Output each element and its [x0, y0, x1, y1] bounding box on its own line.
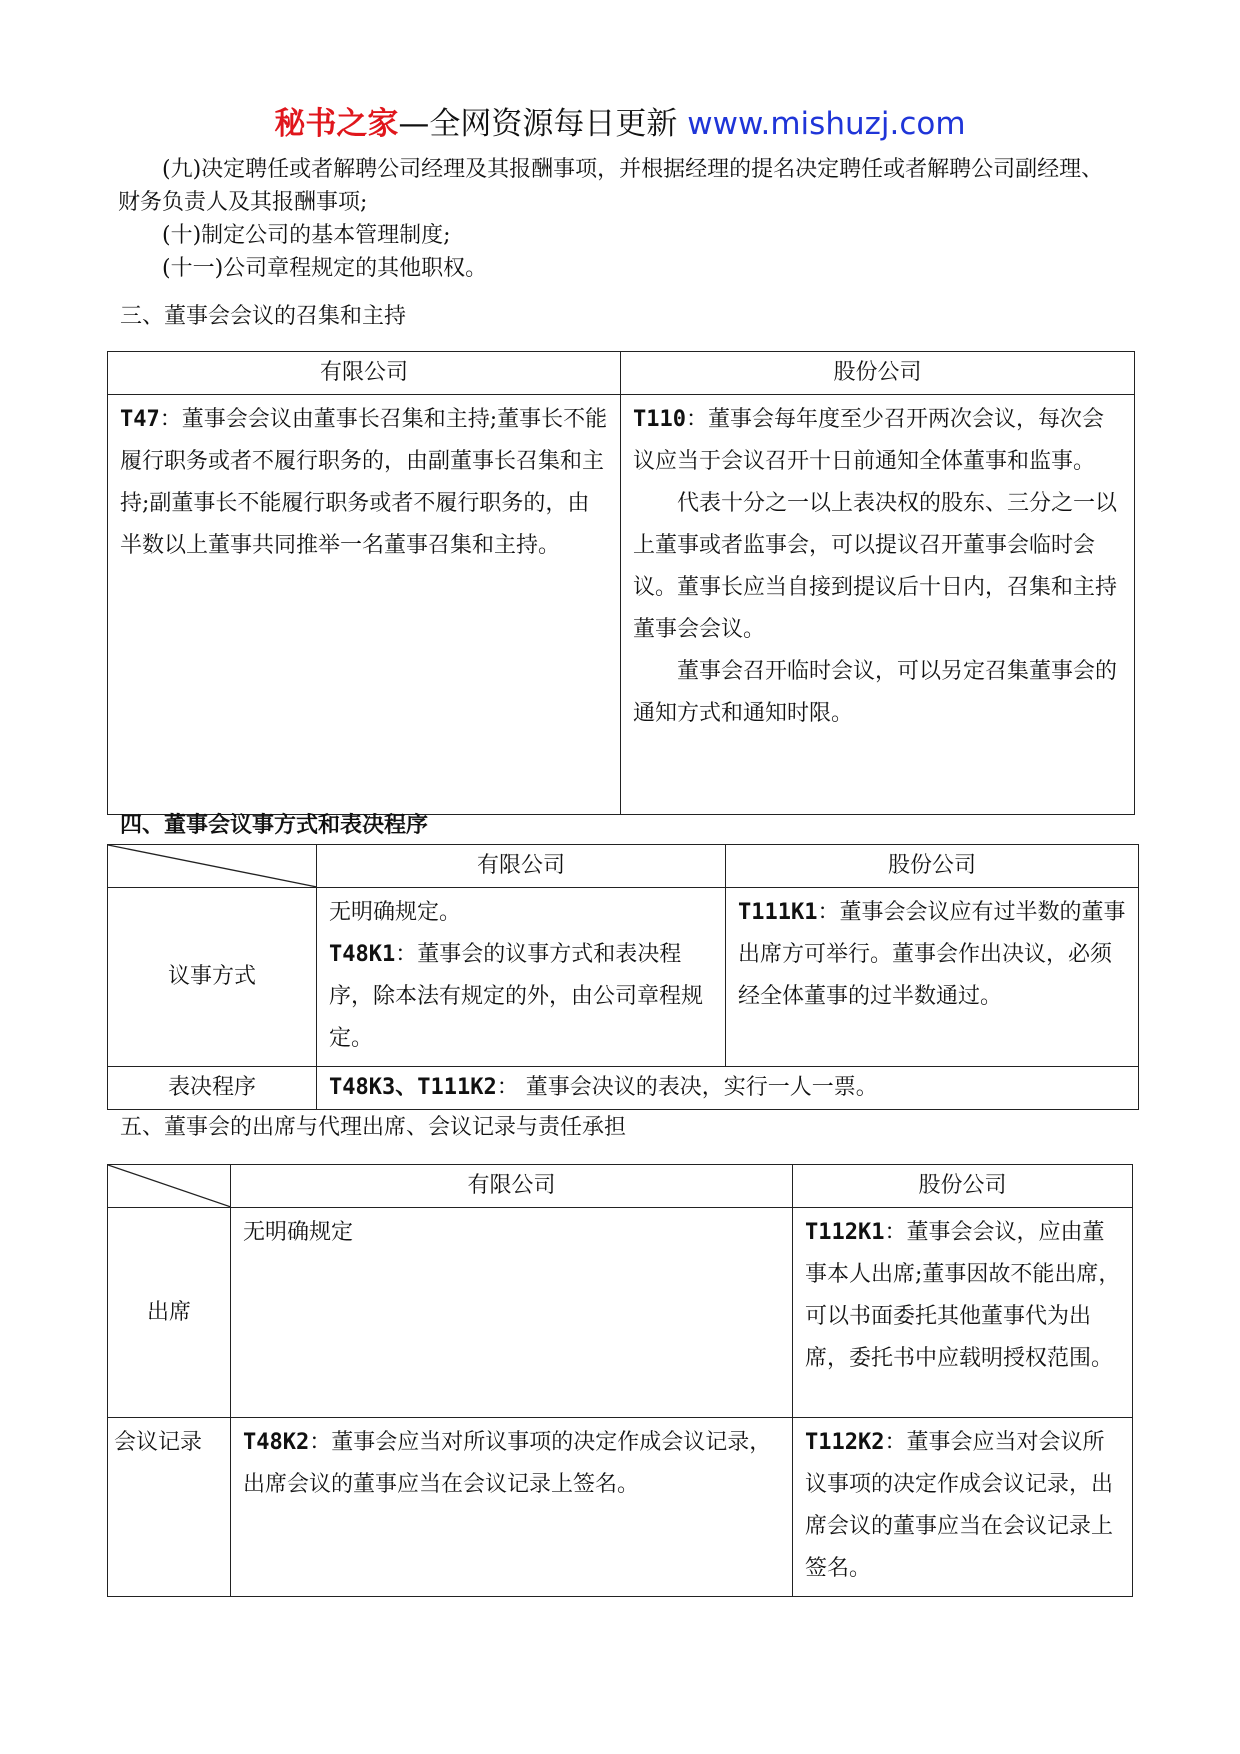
col-header-stock: 股份公司	[621, 352, 1135, 395]
article-text: ：董事会会议由董事长召集和主持;董事长不能履行职务或者不履行职务的，由副董事长召集和主持;副董事长不能履行职务或者不履行职务的，由半数以上董事共同推举一名董事召集和主持。	[120, 407, 608, 558]
site-banner	[0, 100, 1240, 148]
article-code: T48K1	[329, 942, 396, 967]
intro-paragraph-2	[118, 219, 1118, 252]
row-label-voting: 表决程序	[108, 1067, 317, 1110]
section-3-heading: 三、董事会会议的召集和主持	[120, 304, 407, 329]
diagonal-line	[108, 1165, 231, 1207]
col-header-stock: 股份公司	[793, 1165, 1133, 1208]
intro-line-2: (十)制定公司的基本管理制度;	[162, 223, 451, 248]
article-paragraph: 董事会召开临时会议，可以另定召集董事会的通知方式和通知时限。	[633, 659, 1118, 726]
article-text: ：董事会会议，应由董事本人出席;董事因故不能出席，可以书面委托其他董事代为出席，委托书中应载明授权范围。	[805, 1220, 1121, 1371]
article-code: T48K2	[243, 1430, 310, 1455]
col-header-stock: 股份公司	[726, 845, 1139, 888]
stock-company-cell	[621, 395, 1135, 815]
intro-paragraph-3	[118, 252, 1118, 285]
intro-paragraph-1	[118, 153, 1118, 219]
limited-company-cell	[231, 1418, 793, 1597]
banner-url[interactable]: www.mishuzj.com	[687, 106, 966, 142]
stock-company-cell	[726, 888, 1139, 1067]
banner-brand: 秘书之家	[274, 106, 399, 142]
article-code: T112K2	[805, 1430, 885, 1455]
article-paragraph: 代表十分之一以上表决权的股东、三分之一以上董事或者监事会，可以提议召开董事会临时会议。董事长应当自接到提议后十日内，召集和主持董事会会议。	[633, 491, 1118, 642]
intro-line-1: (九)决定聘任或者解聘公司经理及其报酬事项，并根据经理的提名决定聘任或者解聘公司副经理、财务负责人及其报酬事项;	[118, 157, 1104, 215]
limited-company-cell	[317, 888, 726, 1067]
limited-company-cell	[108, 395, 621, 815]
col-header-limited: 有限公司	[317, 845, 726, 888]
voting-cell	[317, 1067, 1139, 1110]
limited-company-cell	[231, 1208, 793, 1418]
banner-slogan: —全网资源每日更新	[398, 106, 688, 142]
article-text: ：董事会应当对所议事项的决定作成会议记录，出席会议的董事应当在会议记录上签名。	[243, 1430, 772, 1497]
no-rule-text: 无明确规定。	[329, 900, 462, 925]
col-header-limited: 有限公司	[231, 1165, 793, 1208]
article-code: T110	[633, 407, 686, 432]
section-5-table	[107, 1164, 1133, 1597]
article-code: T47	[120, 407, 160, 432]
article-text: ：董事会应当对会议所议事项的决定作成会议记录，出席会议的董事应当在会议记录上签名。	[805, 1430, 1114, 1581]
row-label-attendance: 出席	[108, 1208, 231, 1418]
col-header-limited: 有限公司	[108, 352, 621, 395]
section-5-heading: 五、董事会的出席与代理出席、会议记录与责任承担	[120, 1115, 627, 1140]
intro-line-3: (十一)公司章程规定的其他职权。	[162, 256, 488, 281]
diagonal-header-cell	[108, 845, 317, 888]
row-label-minutes: 会议记录	[108, 1418, 231, 1597]
article-text: ：董事会每年度至少召开两次会议，每次会议应当于会议召开十日前通知全体董事和监事。	[633, 407, 1104, 474]
section-3-table	[107, 351, 1135, 815]
diagonal-header-cell	[108, 1165, 231, 1208]
stock-company-cell	[793, 1208, 1133, 1418]
article-code: T48K3、T111K2	[329, 1075, 497, 1100]
row-label-procedure: 议事方式	[108, 888, 317, 1067]
article-code: T112K1	[805, 1220, 885, 1245]
section-4-table	[107, 844, 1139, 1110]
article-text: ：董事会会议应有过半数的董事出席方可举行。董事会作出决议，必须经全体董事的过半数通过。	[738, 900, 1126, 1009]
diagonal-line	[108, 845, 317, 887]
no-rule-text: 无明确规定	[243, 1220, 354, 1245]
stock-company-cell	[793, 1418, 1133, 1597]
section-4-heading: 四、董事会议事方式和表决程序	[120, 813, 429, 838]
article-code: T111K1	[738, 900, 818, 925]
article-text: ： 董事会决议的表决，实行一人一票。	[496, 1075, 878, 1100]
article-text: ：董事会的议事方式和表决程序，除本法有规定的外，由公司章程规定。	[329, 942, 704, 1051]
